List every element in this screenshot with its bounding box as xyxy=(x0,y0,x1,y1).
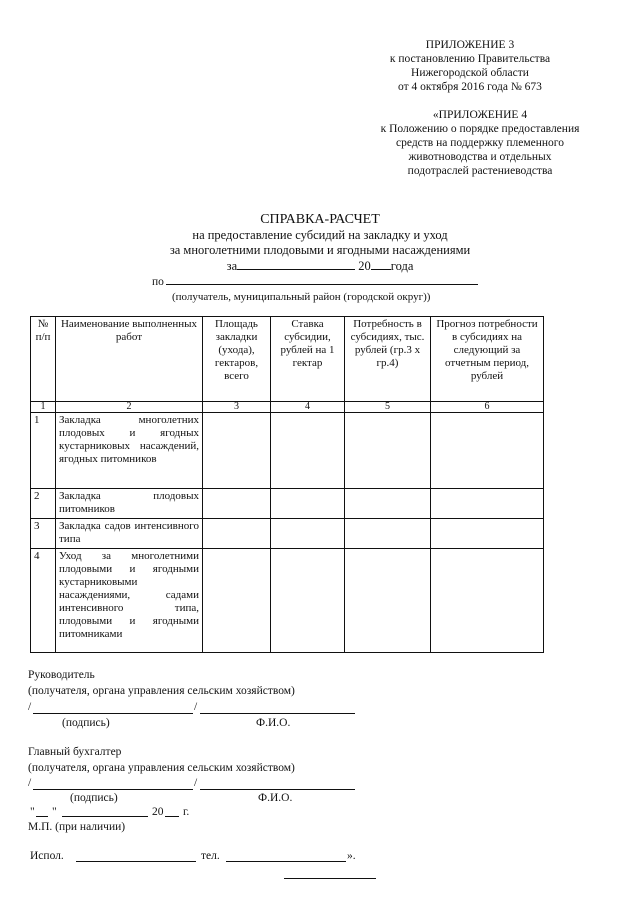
date-quote-close: " xyxy=(52,806,57,818)
accountant-slash-mid: / xyxy=(194,777,198,789)
rate-cell[interactable] xyxy=(271,549,345,653)
document-subtitle: за многолетними плодовыми и ягодными насаждениями xyxy=(169,243,471,257)
period-za-label: за xyxy=(226,259,238,273)
date-quote-open: " xyxy=(30,806,35,818)
row-number: 4 xyxy=(31,549,56,653)
date-suffix: г. xyxy=(183,806,190,818)
year-blank[interactable] xyxy=(371,258,391,270)
need-cell[interactable] xyxy=(345,413,431,489)
head-slash-mid: / xyxy=(194,701,198,713)
appendix-4-line: средств на поддержку племенного xyxy=(396,137,564,149)
column-number: 4 xyxy=(271,402,345,413)
appendix-3-line: к постановлению Правительства xyxy=(389,53,551,65)
table-row xyxy=(31,519,544,549)
header-cell-num: № п/п xyxy=(31,317,56,402)
column-number: 5 xyxy=(345,402,431,413)
head-fio-field[interactable] xyxy=(200,713,355,714)
appendix-4-block xyxy=(355,108,605,178)
period-blank[interactable] xyxy=(237,258,355,270)
accountant-slash-left: / xyxy=(28,777,32,789)
accountant-sign-label: (подпись) xyxy=(70,792,118,804)
accountant-signature-field[interactable] xyxy=(33,789,193,790)
area-cell[interactable] xyxy=(203,489,271,519)
head-slash-left: / xyxy=(28,701,32,713)
accountant-title: Главный бухгалтер xyxy=(28,746,122,758)
row-number: 3 xyxy=(31,519,56,549)
row-work-name: Закладка многолетних плодовых и ягодных кустарниковых насаждений, ягодных питомников xyxy=(56,413,203,489)
area-cell[interactable] xyxy=(203,519,271,549)
appendix-3-block xyxy=(370,38,570,94)
period-year-prefix: 20 xyxy=(358,259,371,273)
need-cell[interactable] xyxy=(345,489,431,519)
forecast-cell[interactable] xyxy=(431,549,544,653)
header-cell-work: Наименование выполненных работ xyxy=(56,317,203,402)
phone-field[interactable] xyxy=(226,861,346,862)
document-subtitle: на предоставление субсидий на закладку и уход xyxy=(192,228,448,242)
accountant-fio-field[interactable] xyxy=(200,789,355,790)
need-cell[interactable] xyxy=(345,549,431,653)
appendix-4-title: «ПРИЛОЖЕНИЕ 4 xyxy=(432,109,528,121)
head-signature-field[interactable] xyxy=(33,713,193,714)
table-row xyxy=(31,413,544,489)
stamp-note: М.П. (при наличии) xyxy=(28,821,126,833)
need-cell[interactable] xyxy=(345,519,431,549)
recipient-caption: (получатель, муниципальный район (городской округ)) xyxy=(172,291,431,303)
bottom-divider xyxy=(284,878,376,879)
appendix-3-title: ПРИЛОЖЕНИЕ 3 xyxy=(425,39,515,51)
recipient-line xyxy=(152,273,478,289)
row-number: 2 xyxy=(31,489,56,519)
date-month-field[interactable] xyxy=(62,816,148,817)
accountant-caption: (получателя, органа управления сельским хозяйством) xyxy=(28,762,295,774)
date-year-field[interactable] xyxy=(165,816,179,817)
column-number: 6 xyxy=(431,402,544,413)
period-year-suffix: года xyxy=(390,259,414,273)
header-cell-area: Площадь закладки (ухода), гектаров, всего xyxy=(203,317,271,402)
forecast-cell[interactable] xyxy=(431,413,544,489)
date-day-field[interactable] xyxy=(36,816,48,817)
head-sign-label: (подпись) xyxy=(62,717,110,729)
appendix-3-date: от 4 октября 2016 года № 673 xyxy=(398,81,542,93)
header-cell-rate: Ставка субсидии, рублей на 1 гектар xyxy=(271,317,345,402)
head-title: Руководитель xyxy=(28,669,95,681)
accountant-fio-label: Ф.И.О. xyxy=(258,792,293,804)
document-title: СПРАВКА-РАСЧЕТ xyxy=(260,212,380,227)
subsidy-table xyxy=(30,316,544,653)
column-number-row xyxy=(31,402,544,413)
appendix-4-line: животноводства и отдельных xyxy=(408,151,552,163)
column-number: 1 xyxy=(31,402,56,413)
row-number: 1 xyxy=(31,413,56,489)
appendix-3-line: Нижегородской области xyxy=(411,67,529,79)
header-cell-need: Потребность в субсидиях, тыс. рублей (гр.3 x гр.4) xyxy=(345,317,431,402)
row-work-name: Уход за многолетними плодовыми и ягодными кустарниковыми насаждениями, садами интенсивного типа, плодовыми и ягодными питомниками xyxy=(56,549,203,653)
head-caption: (получателя, органа управления сельским хозяйством) xyxy=(28,685,295,697)
column-number: 3 xyxy=(203,402,271,413)
header-cell-forecast: Прогноз потребности в субсидиях на следующий за отчетным период, рублей xyxy=(431,317,544,402)
area-cell[interactable] xyxy=(203,413,271,489)
rate-cell[interactable] xyxy=(271,519,345,549)
closing-quote: ». xyxy=(347,850,356,862)
table-header-row xyxy=(31,317,544,402)
recipient-blank[interactable] xyxy=(166,273,478,285)
row-work-name: Закладка садов интенсивного типа xyxy=(56,519,203,549)
column-number: 2 xyxy=(56,402,203,413)
area-cell[interactable] xyxy=(203,549,271,653)
appendix-4-line: к Положению о порядке предоставления xyxy=(380,123,580,135)
forecast-cell[interactable] xyxy=(431,489,544,519)
phone-label: тел. xyxy=(201,850,220,862)
rate-cell[interactable] xyxy=(271,413,345,489)
appendix-4-line: подотраслей растениеводства xyxy=(407,165,553,177)
forecast-cell[interactable] xyxy=(431,519,544,549)
executor-label: Испол. xyxy=(30,850,64,862)
head-fio-label: Ф.И.О. xyxy=(256,717,291,729)
rate-cell[interactable] xyxy=(271,489,345,519)
recipient-po-label: по xyxy=(152,276,164,288)
document-title-block xyxy=(0,212,640,274)
executor-field[interactable] xyxy=(76,861,196,862)
row-work-name: Закладка плодовых питомников xyxy=(56,489,203,519)
table-row xyxy=(31,489,544,519)
table-row xyxy=(31,549,544,653)
period-line xyxy=(0,258,640,274)
date-year-prefix: 20 xyxy=(152,806,164,818)
